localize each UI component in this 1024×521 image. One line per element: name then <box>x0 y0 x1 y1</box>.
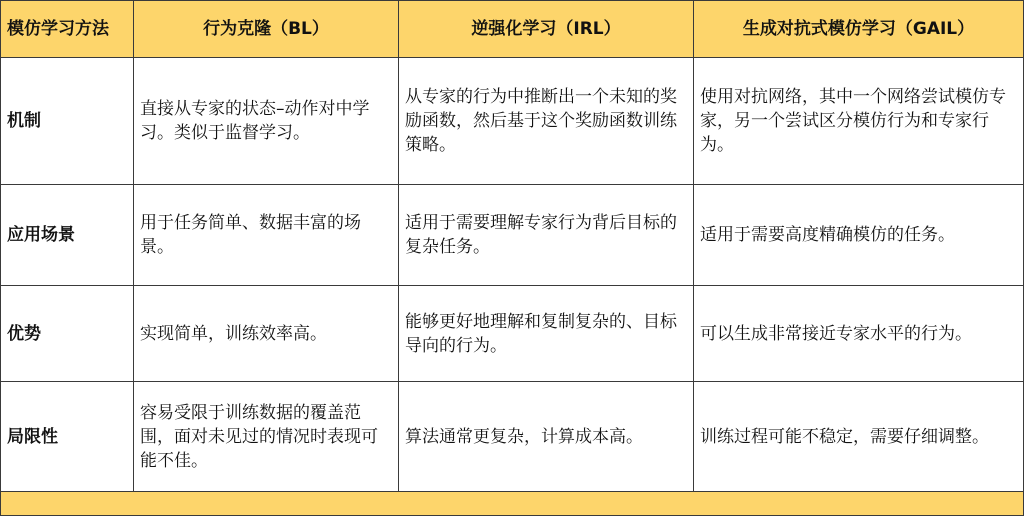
cell-irl-text: 能够更好地理解和复制复杂的、目标导向的行为。 <box>405 311 677 356</box>
cell-gail <box>694 382 1024 491</box>
cell-irl-text: 从专家的行为中推断出一个未知的奖励函数，然后基于这个奖励函数训练策略。 <box>405 87 677 155</box>
table-footer-bar <box>0 492 1024 516</box>
row-label <box>0 58 134 184</box>
header-irl <box>399 1 694 57</box>
cell-bl <box>134 286 399 381</box>
cell-irl <box>399 58 694 184</box>
cell-gail-text: 可以生成非常接近专家水平的行为。 <box>700 323 972 344</box>
row-label-text: 优势 <box>7 323 41 344</box>
header-method <box>0 1 134 57</box>
header-bl-label: 行为克隆（BL） <box>203 19 329 39</box>
row-label-text: 机制 <box>7 111 41 131</box>
cell-irl <box>399 185 694 285</box>
row-label <box>0 382 134 491</box>
table-row <box>0 286 1024 382</box>
footer-cell <box>0 492 1024 515</box>
row-label-text: 局限性 <box>7 426 58 447</box>
cell-bl <box>134 185 399 285</box>
cell-irl <box>399 286 694 381</box>
row-label <box>0 286 134 381</box>
cell-irl-text: 适用于需要理解专家行为背后目标的复杂任务。 <box>405 213 677 257</box>
table-row <box>0 185 1024 286</box>
header-gail <box>694 1 1024 57</box>
table-row <box>0 382 1024 492</box>
header-bl <box>134 1 399 57</box>
header-gail-label: 生成对抗式模仿学习（GAIL） <box>742 19 975 39</box>
cell-bl-text: 直接从专家的状态–动作对中学习。类似于监督学习。 <box>140 99 370 143</box>
cell-gail <box>694 58 1024 184</box>
header-method-label: 模仿学习方法 <box>7 19 109 39</box>
cell-bl <box>134 382 399 491</box>
cell-gail-text: 使用对抗网络，其中一个网络尝试模仿专家，另一个尝试区分模仿行为和专家行为。 <box>700 87 1006 155</box>
cell-bl-text: 容易受限于训练数据的覆盖范围，面对未见过的情况时表现可能不佳。 <box>140 402 378 471</box>
cell-bl-text: 用于任务简单、数据丰富的场景。 <box>140 213 361 257</box>
cell-gail-text: 训练过程可能不稳定，需要仔细调整。 <box>700 426 989 447</box>
header-irl-label: 逆强化学习（IRL） <box>471 19 621 39</box>
cell-gail-text: 适用于需要高度精确模仿的任务。 <box>700 225 955 245</box>
cell-gail <box>694 185 1024 285</box>
cell-irl <box>399 382 694 491</box>
row-label <box>0 185 134 285</box>
cell-irl-text: 算法通常更复杂，计算成本高。 <box>405 426 643 447</box>
table-header-row <box>0 0 1024 58</box>
row-label-text: 应用场景 <box>7 225 75 245</box>
cell-gail <box>694 286 1024 381</box>
table-row <box>0 58 1024 185</box>
cell-bl-text: 实现简单，训练效率高。 <box>140 323 327 344</box>
cell-bl <box>134 58 399 184</box>
